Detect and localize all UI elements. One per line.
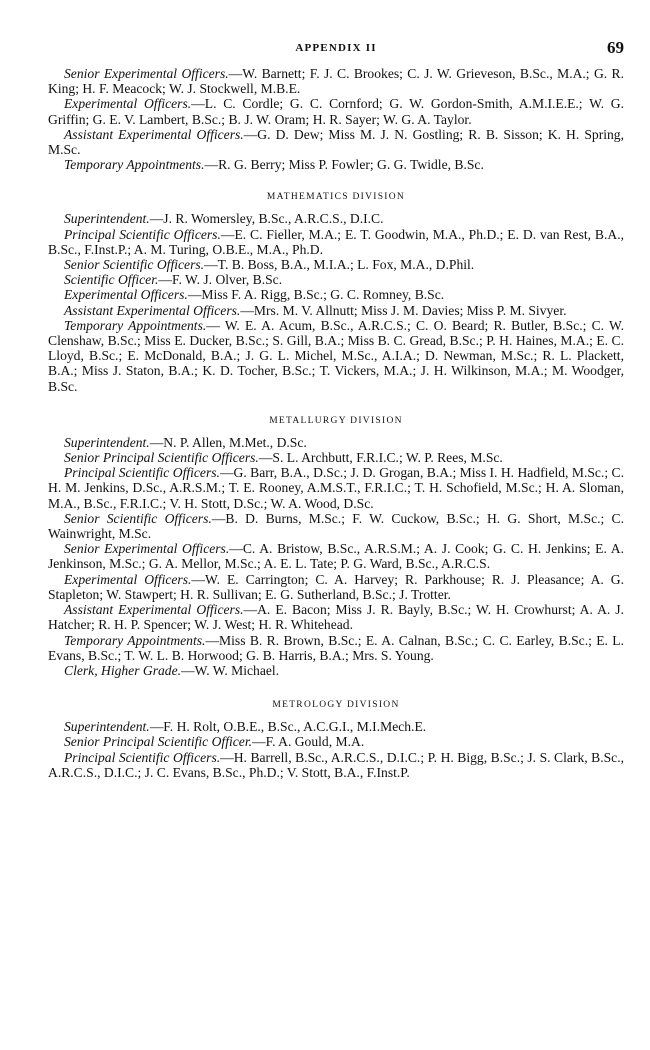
staff-section xyxy=(48,416,624,678)
staff-names: —F. A. Gould, M.A. xyxy=(252,734,365,750)
staff-entry xyxy=(48,96,624,126)
staff-entry xyxy=(48,541,624,571)
staff-section xyxy=(48,66,624,172)
grade-title: Assistant Experimental Officers. xyxy=(64,602,244,618)
staff-section xyxy=(48,192,624,393)
document-page xyxy=(48,36,624,780)
grade-title: Superintendent. xyxy=(64,434,150,450)
staff-entry xyxy=(48,511,624,541)
staff-names: —H. Barrell, B.Sc., A.R.C.S., D.I.C.; P. H. Bigg, B.Sc.; J. S. Clark, B.Sc., A.R.C.S., D.I.C.; J. C. Evans, B.Sc., Ph.D.; V. Stott, B.A., F.Inst.P. xyxy=(48,749,625,780)
grade-title: Temporary Appointments. xyxy=(64,632,206,648)
staff-names: —Miss F. A. Rigg, B.Sc.; G. C. Romney, B.Sc. xyxy=(187,287,445,303)
grade-title: Senior Scientific Officers. xyxy=(64,510,212,526)
staff-entry xyxy=(48,227,624,257)
division-heading: METALLURGY DIVISION xyxy=(269,415,403,426)
staff-names: —F. W. J. Olver, B.Sc. xyxy=(158,272,283,288)
staff-entry xyxy=(48,287,624,302)
staff-entry xyxy=(48,318,624,394)
staff-names: —E. C. Fieller, M.A.; E. T. Goodwin, M.A., Ph.D.; E. D. van Rest, B.A., B.Sc., F.Inst.P.; A. M. Turing, O.B.E., M.A., Ph.D. xyxy=(48,226,624,257)
staff-names: —B. D. Burns, M.Sc.; F. W. Cuckow, B.Sc.; H. G. Short, M.Sc.; C. Wainwright, M.Sc. xyxy=(48,510,625,542)
staff-names: —F. H. Rolt, O.B.E., B.Sc., A.C.G.I., M.I.Mech.E. xyxy=(149,719,427,735)
page-header xyxy=(48,36,624,66)
staff-names: —T. B. Boss, B.A., M.I.A.; L. Fox, M.A., D.Phil. xyxy=(204,257,475,273)
staff-names: —J. R. Womersley, B.Sc., A.R.C.S., D.I.C. xyxy=(149,211,384,227)
grade-title: Superintendent. xyxy=(64,719,150,735)
grade-title: Senior Experimental Officers. xyxy=(64,66,229,81)
staff-names: —N. P. Allen, M.Met., D.Sc. xyxy=(149,434,307,450)
staff-entry xyxy=(48,734,624,749)
staff-names: — W. E. A. Acum, B.Sc., A.R.C.S.; C. O. Beard; R. Butler, B.Sc.; C. W. Clenshaw, B.Sc.; Miss E. Ducker, B.Sc.; S. Gill, B.A.; Miss B. C. Gread, B.Sc.; P. H. Haines, M.A.; E. C. Lloyd, B.Sc.; E. McDonald, B.A.; J. G. L. Michel, M.Sc., A.I.A.; D. Newman, M.Sc.; R. L. Plackett, B.A.; Miss J. Staton, B.A.; K. D. Tocher, B.Sc.; T. Vickers, M.A.; J. H. Wilkinson, M.A.; M. Woodger, B.Sc. xyxy=(48,317,624,394)
grade-title: Experimental Officers. xyxy=(64,96,192,112)
grade-title: Senior Experimental Officers. xyxy=(64,541,230,557)
running-head: APPENDIX II xyxy=(295,42,377,54)
grade-title: Principal Scientific Officers. xyxy=(64,465,220,481)
staff-names: —Mrs. M. V. Allnutt; Miss J. M. Davies; Miss P. M. Sivyer. xyxy=(240,302,567,318)
grade-title: Temporary Appointments. xyxy=(64,317,207,333)
grade-title: Scientific Officer. xyxy=(64,272,159,288)
staff-entry xyxy=(48,750,624,780)
staff-names: —G. D. Dew; Miss M. J. N. Gostling; R. B. Sisson; K. H. Spring, M.Sc. xyxy=(48,126,625,158)
grade-title: Principal Scientific Officers. xyxy=(64,749,221,765)
staff-entry xyxy=(48,633,624,663)
grade-title: Experimental Officers. xyxy=(64,287,188,303)
staff-names: —C. A. Bristow, B.Sc., A.R.S.M.; A. J. Cook; G. C. H. Jenkins; E. A. Jenkinson, M.Sc.; G. A. Mellor, M.Sc.; A. E. L. Tate; P. G. Ward, B.Sc., A.R.C.S. xyxy=(48,541,624,572)
division-heading: METROLOGY DIVISION xyxy=(272,700,400,711)
division-heading: MATHEMATICS DIVISION xyxy=(266,192,406,203)
staff-entry xyxy=(48,450,624,465)
staff-names: —A. E. Bacon; Miss J. R. Bayly, B.Sc.; W. H. Crowhurst; A. A. J. Hatcher; R. H. P. Spencer; W. J. West; H. R. Whitehead. xyxy=(48,602,624,633)
grade-title: Clerk, Higher Grade. xyxy=(64,662,182,678)
grade-title: Assistant Experimental Officers. xyxy=(64,126,244,142)
grade-title: Principal Scientific Officers. xyxy=(64,226,221,242)
staff-entry xyxy=(48,157,624,172)
staff-names: —S. L. Archbutt, F.R.I.C.; W. P. Rees, M.Sc. xyxy=(258,450,503,466)
grade-title: Senior Scientific Officers. xyxy=(64,257,205,273)
grade-title: Senior Principal Scientific Officers. xyxy=(64,450,259,466)
page-number: 69 xyxy=(607,38,624,57)
grade-title: Temporary Appointments. xyxy=(64,157,205,173)
document-body xyxy=(48,66,624,780)
staff-names: —R. G. Berry; Miss P. Fowler; G. G. Twidle, B.Sc. xyxy=(204,157,484,173)
staff-entry xyxy=(48,303,624,318)
staff-entry xyxy=(48,435,624,450)
grade-title: Senior Principal Scientific Officer. xyxy=(64,734,253,750)
staff-entry xyxy=(48,602,624,632)
grade-title: Superintendent. xyxy=(64,211,150,227)
staff-entry xyxy=(48,66,624,96)
staff-entry xyxy=(48,127,624,157)
staff-entry xyxy=(48,663,624,678)
staff-names: —Miss B. R. Brown, B.Sc.; E. A. Calnan, B.Sc.; C. C. Earley, B.Sc.; E. L. Evans, B.Sc.; T. W. L. B. Horwood; G. B. Harris, B.A.; Mrs. S. Young. xyxy=(48,632,625,663)
staff-entry xyxy=(48,719,624,734)
staff-names: —W. Barnett; F. J. C. Brookes; C. J. W. Grieveson, B.Sc., M.A.; G. R. King; H. F. Meacock; W. J. Stockwell, M.B.E. xyxy=(48,66,624,97)
staff-names: —G. Barr, B.A., D.Sc.; J. D. Grogan, B.A.; Miss I. H. Hadfield, M.Sc.; C. H. M. Jenkins, D.Sc., A.R.S.M.; T. E. Rooney, A.M.S.T., F.R.I.C.; T. H. Schofield, M.Sc.; H. A. Sloman, M.A., B.Sc., F.R.I.C.; V. H. Stott, D.Sc.; W. A. Wood, D.Sc. xyxy=(48,465,624,511)
staff-entry xyxy=(48,257,624,272)
staff-names: —W. W. Michael. xyxy=(181,662,280,678)
staff-names: —L. C. Cordle; G. C. Cornford; G. W. Gordon-Smith, A.M.I.E.E.; W. G. Griffin; G. E. V. Lambert, B.Sc.; B. J. W. Oram; H. R. Sayer; W. G. A. Taylor. xyxy=(48,96,625,127)
grade-title: Experimental Officers. xyxy=(64,571,192,587)
staff-entry xyxy=(48,572,624,602)
staff-section xyxy=(48,700,624,780)
staff-entry xyxy=(48,211,624,226)
staff-entry xyxy=(48,272,624,287)
staff-entry xyxy=(48,465,624,511)
grade-title: Assistant Experimental Officers. xyxy=(64,302,241,318)
staff-names: —W. E. Carrington; C. A. Harvey; R. Parkhouse; R. J. Pleasance; A. G. Stapleton; W. Stawpert; H. R. Sullivan; E. G. Sutherland, B.Sc.; J. Trotter. xyxy=(48,571,624,602)
